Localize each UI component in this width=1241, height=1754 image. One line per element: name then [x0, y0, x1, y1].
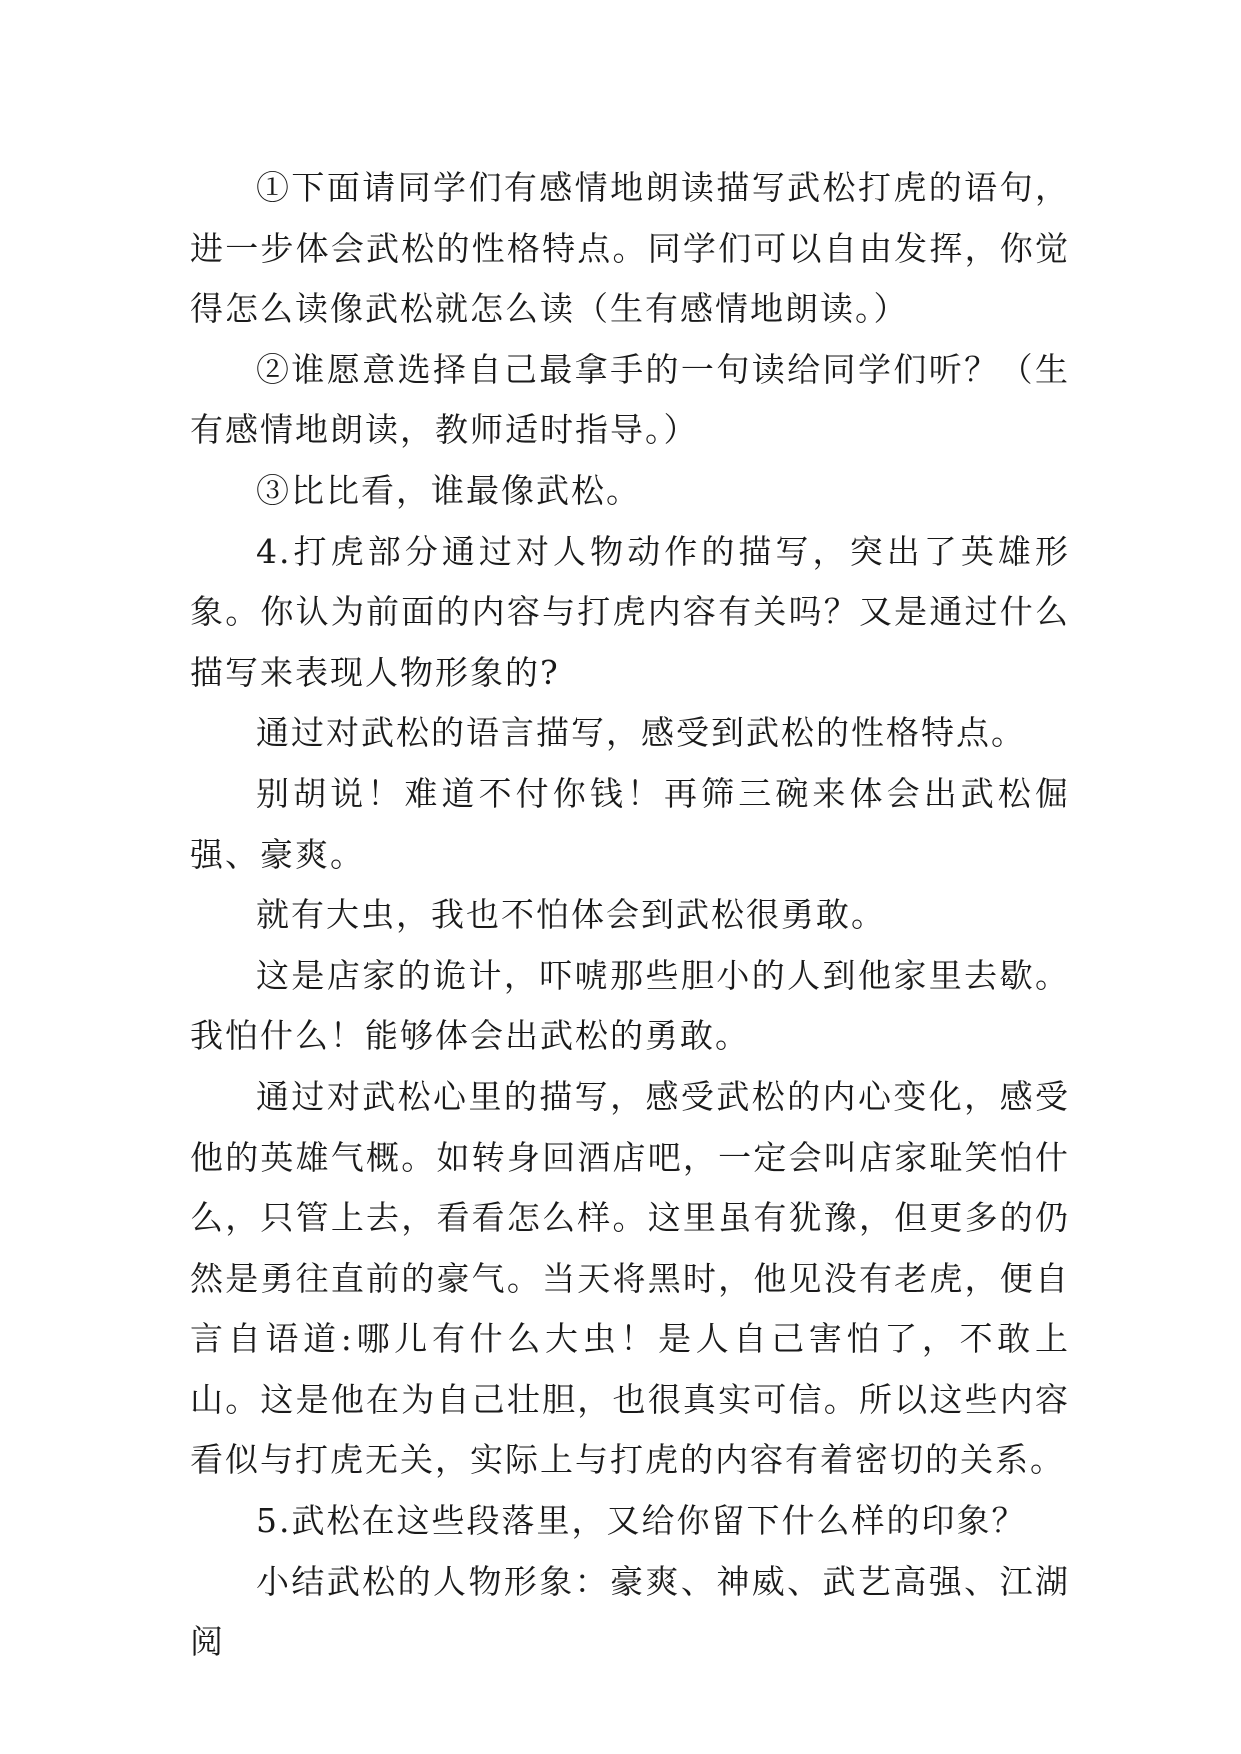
- paragraph-reading-instruction: ①下面请同学们有感情地朗读描写武松打虎的语句，进一步体会武松的性格特点。同学们可以自由发挥，你觉得怎么读像武松就怎么读（生有感情地朗读。）: [190, 168, 1070, 329]
- paragraph-question-4: 4.打虎部分通过对人物动作的描写，突出了英雄形象。你认为前面的内容与打虎内容有关吗？又是通过什么描写来表现人物形象的?: [190, 531, 1070, 692]
- paragraph-summary: 小结武松的人物形象：豪爽、神威、武艺高强、江湖阅: [190, 1561, 1070, 1662]
- paragraph-quote-stubborn: 别胡说！难道不付你钱！再筛三碗来体会出武松倔强、豪爽。: [190, 773, 1070, 874]
- paragraph-question-5: 5.武松在这些段落里，又给你留下什么样的印象？: [256, 1501, 1027, 1541]
- paragraph-psychological-description: 通过对武松心里的描写，感受武松的内心变化，感受他的英雄气概。如转身回酒店吧，一定会叫店家耻笑怕什么，只管上去，看看怎么样。这里虽有犹豫，但更多的仍然是勇往直前的豪气。当天将黑时，他见没有老虎，便自言自语道:哪儿有什么大虫！是人自己害怕了，不敢上山。这是他在为自己壮胆，也很真实可信。所以这些内容看似与打虎无关，实际上与打虎的内容有着密切的关系。: [190, 1076, 1070, 1480]
- paragraph-language-description: 通过对武松的语言描写，感受到武松的性格特点。: [256, 713, 1026, 753]
- document-body: [190, 158, 1070, 1673]
- paragraph-volunteer-reading: ②谁愿意选择自己最拿手的一句读给同学们听？（生有感情地朗读，教师适时指导。）: [190, 349, 1070, 450]
- paragraph-compare: ③比比看，谁最像武松。: [256, 470, 641, 510]
- paragraph-quote-brave: 就有大虫，我也不怕体会到武松很勇敢。: [256, 895, 886, 935]
- paragraph-quote-trick: 这是店家的诡计，吓唬那些胆小的人到他家里去歇。我怕什么！能够体会出武松的勇敢。: [190, 955, 1070, 1056]
